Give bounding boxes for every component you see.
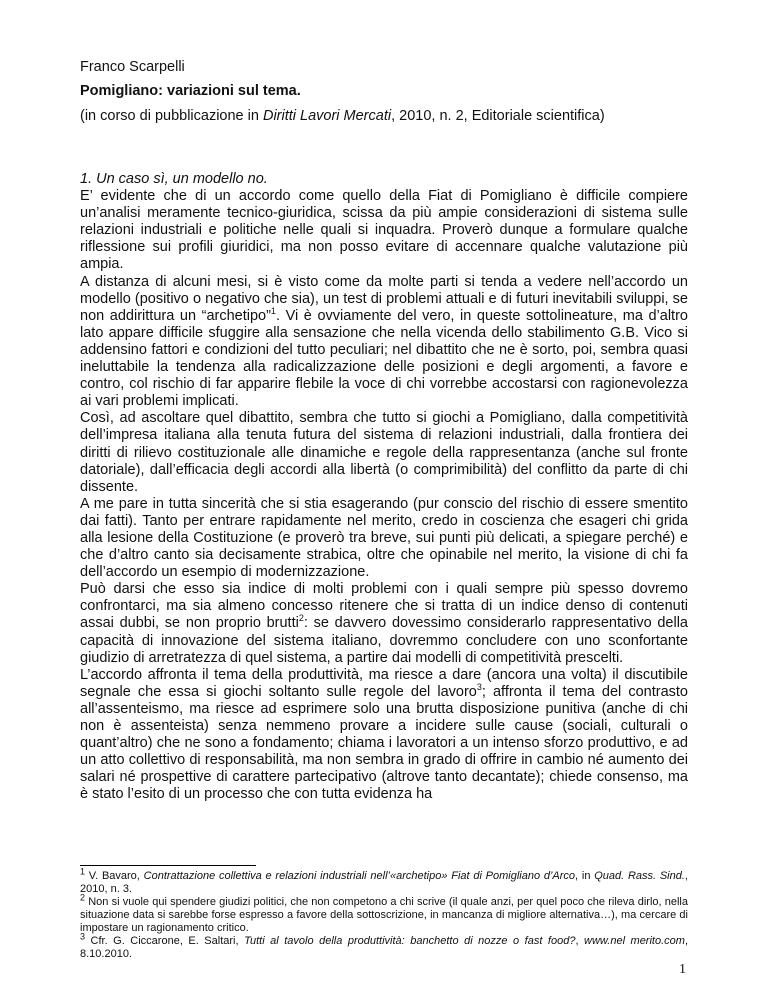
publication-note xyxy=(80,107,605,125)
author-name: Franco Scarpelli xyxy=(80,59,185,75)
footnote-3-mark: 3 xyxy=(80,931,86,942)
footnote-1-mark: 1 xyxy=(80,866,86,877)
paragraph-5-part-b: : se davvero dovessimo considerarlo rappresentativo della capacità di innovazione del sistema italiano, dovremmo concludere con uno sconfortante giudizio di arretratezza di quel sistema, a partire dai modelli di competitività prescelti. xyxy=(80,615,688,666)
footnote-2 xyxy=(80,892,688,935)
paragraph-6 xyxy=(80,667,688,804)
footnote-3-website[interactable]: www.nel merito.com xyxy=(584,935,685,947)
footnote-3-text-c: , 8.10.2010. xyxy=(80,935,688,960)
paragraph-6-part-a: L’accordo affronta il tema della produttività, ma riesce a dare (ancora una volta) il discutibile segnale che essa si giochi soltanto sulle regole del lavoro xyxy=(80,666,688,700)
paragraph-3: Così, ad ascoltare quel dibattito, sembra che tutto si giochi a Pomigliano, dalla competitività dell’impresa italiana alla tenuta futura del sistema di relazioni industriali, dalla frontiera dei diritti di rilievo costituzionale alle dinamiche e regole della rappresentanza (anche sul fronte datoriale), dall’efficacia degli accordi alla libertà (o comprimibilità) del conflitto da parte di chi dissente. xyxy=(80,410,688,495)
footnote-2-text: Non si vuole qui spendere giudizi politici, che non competono a chi scrive (il quale anzi, per quel poco che rileva dirlo, nella situazione data si sarebbe forse espresso a favore della sottoscrizione, in mancanza di migliore alternativa…), ma cercare di impostare un ragionamento critico. xyxy=(80,896,688,934)
footnote-ref-3[interactable]: 3 xyxy=(476,681,482,692)
footnotes xyxy=(80,866,688,961)
footnote-separator xyxy=(80,865,256,866)
footnote-3 xyxy=(80,931,688,961)
footnote-3-work-title: Tutti al tavolo della produttività: banchetto di nozze o fast food? xyxy=(244,935,576,947)
publication-prefix: (in corso di pubblicazione in xyxy=(80,108,263,124)
paragraph-2 xyxy=(80,274,688,411)
footnote-2-mark: 2 xyxy=(80,892,86,903)
footnote-ref-1[interactable]: 1 xyxy=(270,305,276,316)
paragraph-5 xyxy=(80,581,688,666)
paragraph-2-part-a: A distanza di alcuni mesi, si è visto come da molte parti si tenda a vedere nell’accordo un modello (positivo o negativo che sia), un test di problemi attuali e di futuri inevitabili sviluppi, se non addirittura un “archetipo” xyxy=(80,273,688,324)
footnote-1-journal: Quad. Rass. Sind. xyxy=(594,870,685,882)
footnote-1-text-c: , 2010, n. 3. xyxy=(80,870,688,895)
footnote-3-text-b: , xyxy=(575,935,585,947)
paragraph-1: E’ evidente che di un accordo come quello della Fiat di Pomigliano è difficile compiere un’analisi meramente tecnico-giuridica, scissa da più ampie considerazioni di sistema sulle relazioni industriali e politiche nelle quali si inquadra. Proverò dunque a formulare qualche riflessione sui profili giuridici, ma non posso evitare di accennare qualche valutazione più ampia. xyxy=(80,188,688,273)
journal-name: Diritti Lavori Mercati xyxy=(262,108,392,124)
paragraph-5-part-a: Può darsi che esso sia indice di molti problemi con i quali sempre più spesso dovremo confrontarci, ma sia almeno concesso ritenere che si tratta di un indice denso di contenuti assai dubbi, se non proprio brutti xyxy=(80,581,688,632)
publication-suffix: , 2010, n. 2, Editoriale scientifica) xyxy=(391,108,605,124)
paragraph-2-part-b: . Vi è ovviamente del vero, in queste sottolineature, ma d’altro lato appare difficile sfuggire alla sensazione che nella vicenda dello stabilimento G.B. Vico si addensino fattori e condizioni del tutto peculiari; nel dibattito che ne è sorto, poi, sembra quasi ineluttabile la tendenza alla radicalizzazione delle posizioni e degli argomenti, a favore e contro, col rischio di far apparire flebile la voce di chi vorrebbe accostarsi con ragionevolezza ai vari problemi implicati. xyxy=(80,307,688,410)
footnote-ref-2[interactable]: 2 xyxy=(298,613,304,624)
page-number: 1 xyxy=(679,962,686,977)
footnote-1-work-title: Contrattazione collettiva e relazioni industriali nell’«archetipo» Fiat di Pomigliano d’Arco xyxy=(143,870,576,882)
footnote-1-text-b: , in xyxy=(575,870,595,882)
section-title: 1. Un caso sì, un modello no. xyxy=(80,171,268,187)
body-text xyxy=(80,171,688,803)
footnote-1-text-a: V. Bavaro, xyxy=(85,870,144,882)
footnote-1 xyxy=(80,866,688,896)
paragraph-4: A me pare in tutta sincerità che si stia esagerando (pur conscio del rischio di essere smentito dai fatti). Tanto per entrare rapidamente nel merito, credo in coscienza che esageri chi grida alla lesione della Costituzione (e proverò tra breve, sui punti più delicati, a spiegare perché) e che d’altro canto sia decisamente strabica, oltre che opinabile nel merito, la visione di chi fa dell’accordo un esempio di modernizzazione. xyxy=(80,495,688,581)
paragraph-6-part-b: ; affronta il tema del contrasto all’assenteismo, ma riesce ad esprimere solo una brutta disposizione punitiva (anche di chi non è assenteista) senza nemmeno provare a incidere sulle cause (sociali, culturali o quant’altro) che ne sono a fondamento; chiama i lavoratori a un intenso sforzo produttivo, e ad un atto collettivo di responsabilità, ma non sembra in grado di offrire in cambio né aumento dei salari né prospettive di carattere partecipativo (altrove tanto decantate); chiede consenso, ma è stato l’esito di un processo che con tutta evidenza ha xyxy=(80,683,688,803)
footnote-3-text-a: Cfr. G. Ciccarone, E. Saltari, xyxy=(85,935,245,947)
article-title: Pomigliano: variazioni sul tema. xyxy=(80,83,301,99)
